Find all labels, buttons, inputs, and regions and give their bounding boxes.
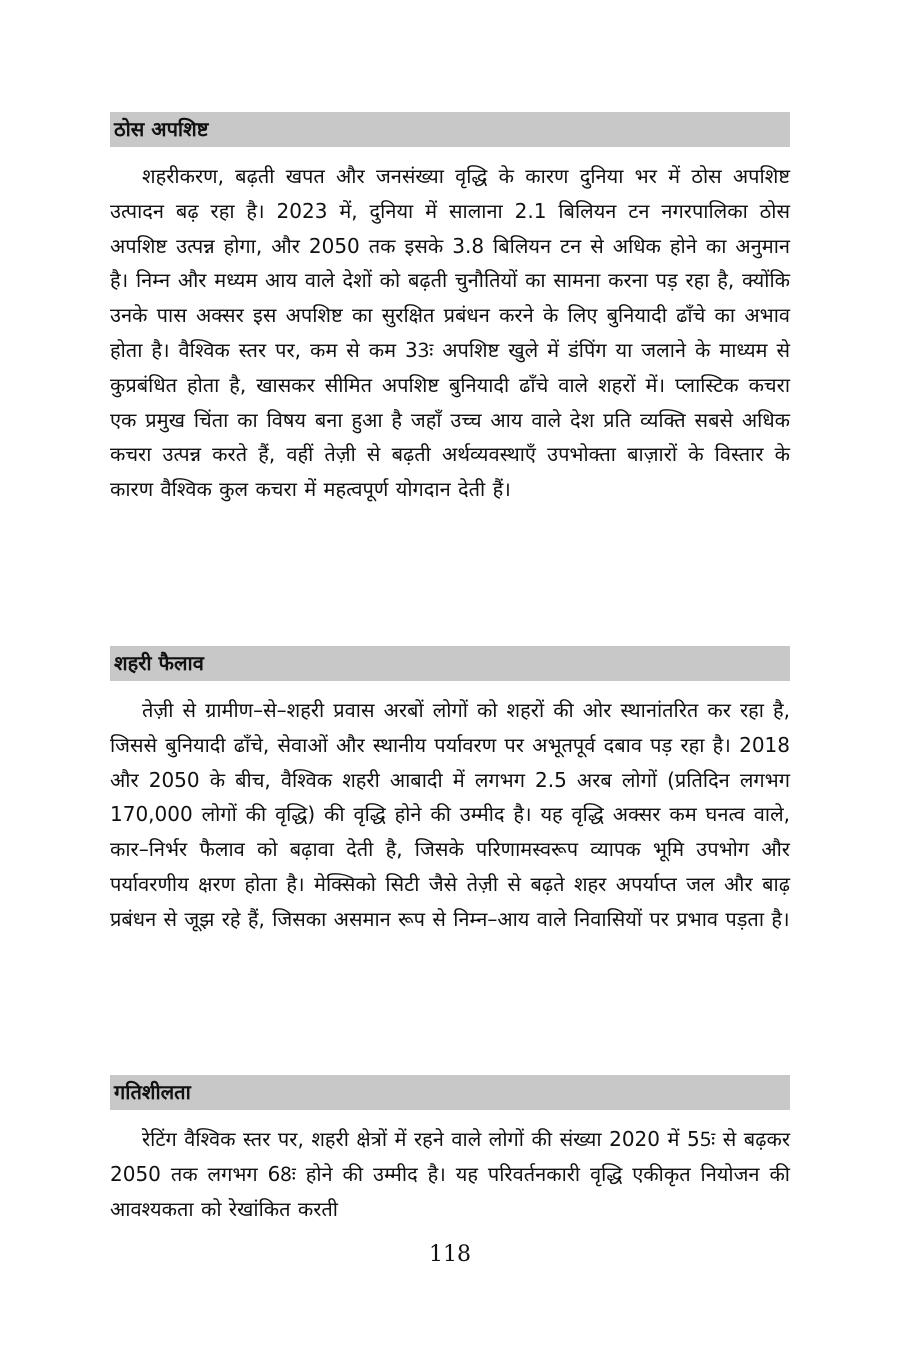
section-urban-sprawl xyxy=(110,646,790,937)
section-paragraph: रेटिंग वैश्विक स्तर पर, शहरी क्षेत्रों में रहने वाले लोगों की संख्या 2020 में 55ः से बढ़कर 2050 तक लगभग 68ः होने की उम्मीद है। यह परिवर्तनकारी वृद्धि एकीकृत नियोजन की आवश्यकता को रेखांकित करती xyxy=(110,1127,790,1221)
section-solid-waste xyxy=(110,112,790,507)
section-paragraph: तेज़ी से ग्रामीण–से–शहरी प्रवास अरबों लोगों को शहरों की ओर स्थानांतरित कर रहा है, जिससे बुनियादी ढाँचे, सेवाओं और स्थानीय पर्यावरण पर अभूतपूर्व दबाव पड़ रहा है। 2018 और 2050 के बीच, वैश्विक शहरी आबादी में लगभग 2.5 अरब लोगों (प्रतिदिन लगभग 170,000 लोगों की वृद्धि) की वृद्धि होने की उम्मीद है। यह वृद्धि अक्सर कम घनत्व वाले, कार–निर्भर फैलाव को बढ़ावा देती है, जिसके परिणामस्वरूप व्यापक भूमि उपभोग और पर्यावरणीय क्षरण होता है। मेक्सिको सिटी जैसे तेज़ी से बढ़ते शहर अपर्याप्त जल और बाढ़ प्रबंधन से जूझ रहे हैं, जिसका असमान रूप से निम्न–आय वाले निवासियों पर प्रभाव पड़ता है। xyxy=(110,698,790,931)
page-number: 118 xyxy=(429,1242,471,1267)
section-heading: ठोस अपशिष्ट xyxy=(110,112,790,147)
section-paragraph: शहरीकरण, बढ़ती खपत और जनसंख्या वृद्धि के कारण दुनिया भर में ठोस अपशिष्ट उत्पादन बढ़ रहा है। 2023 में, दुनिया में सालाना 2.1 बिलियन टन नगरपालिका ठोस अपशिष्ट उत्पन्न होगा, और 2050 तक इसके 3.8 बिलियन टन से अधिक होने का अनुमान है। निम्न और मध्यम आय वाले देशों को बढ़ती चुनौतियों का सामना करना पड़ रहा है, क्योंकि उनके पास अक्सर इस अपशिष्ट का सुरक्षित प्रबंधन करने के लिए बुनियादी ढाँचे का अभाव होता है। वैश्विक स्तर पर, कम से कम 33ः अपशिष्ट खुले में डंपिंग या जलाने के माध्यम से कुप्रबंधित होता है, खासकर सीमित अपशिष्ट बुनियादी ढाँचे वाले शहरों में। प्लास्टिक कचरा एक प्रमुख चिंता का विषय बना हुआ है जहाँ उच्च आय वाले देश प्रति व्यक्ति सबसे अधिक कचरा उत्पन्न करते हैं, वहीं तेज़ी से बढ़ती अर्थव्यवस्थाएँ उपभोक्ता बाज़ारों के विस्तार के कारण वैश्विक कुल कचरा में महत्वपूर्ण योगदान देती हैं। xyxy=(110,164,790,502)
section-heading: शहरी फैलाव xyxy=(110,646,790,681)
section-heading: गतिशीलता xyxy=(110,1075,790,1110)
section-mobility xyxy=(110,1075,790,1226)
